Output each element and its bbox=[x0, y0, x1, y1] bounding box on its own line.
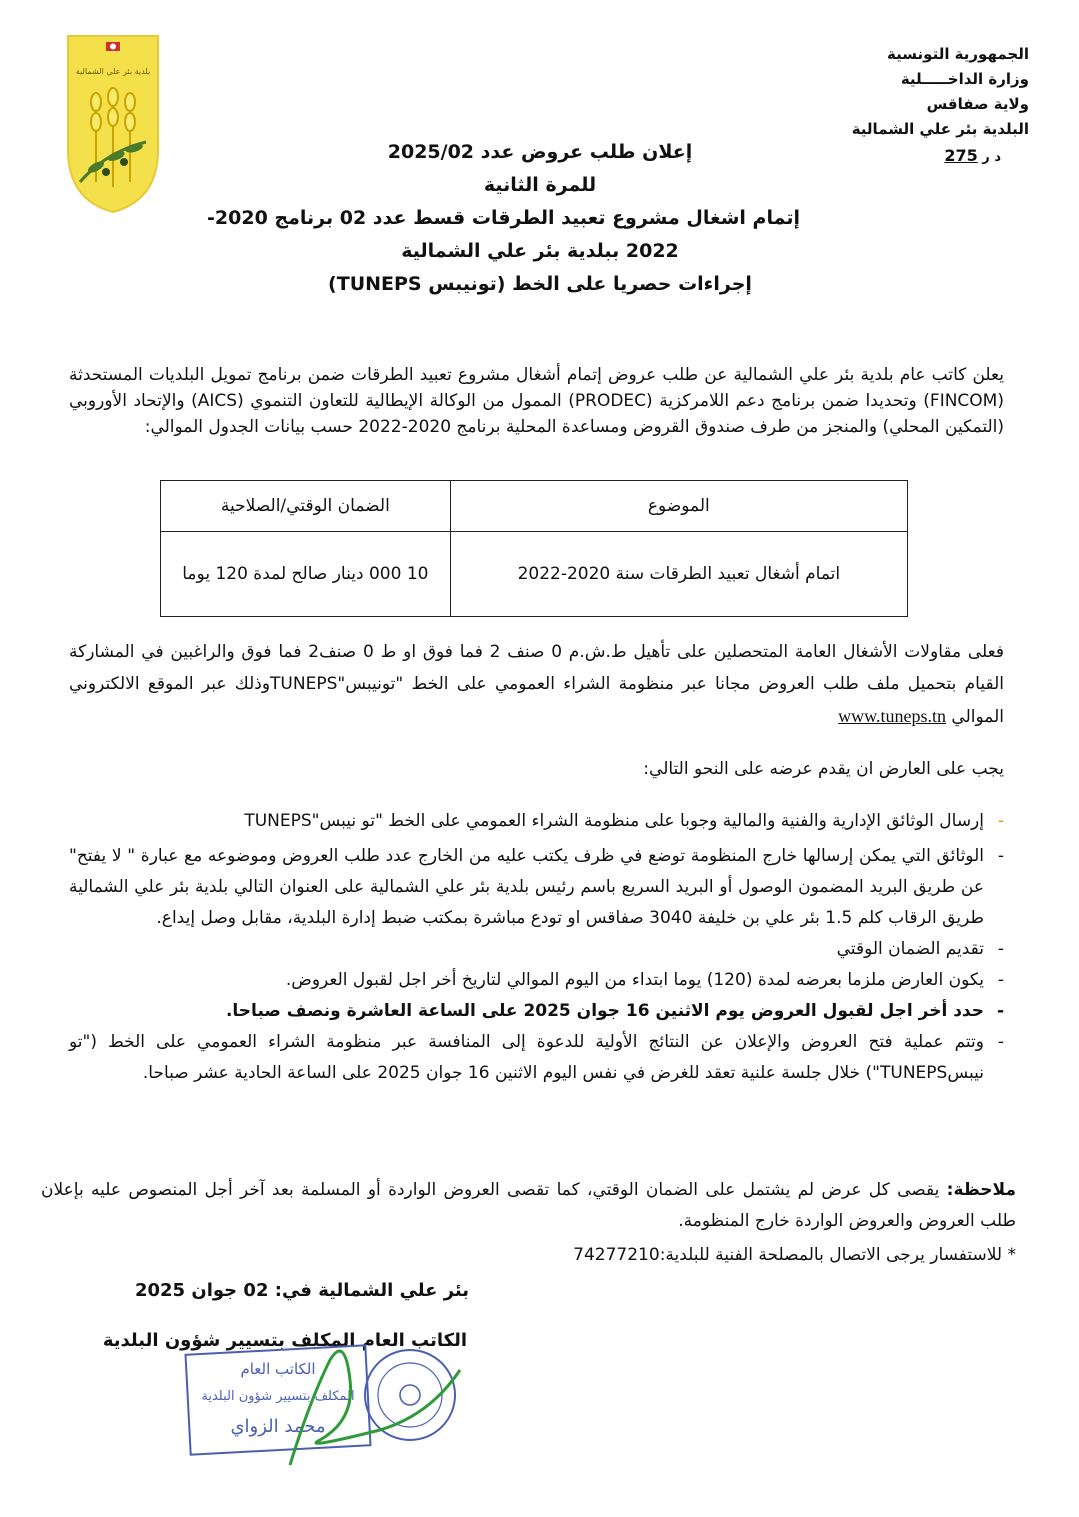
ministry-header bbox=[819, 42, 1029, 142]
header-line: البلدية بئر علي الشمالية bbox=[851, 120, 1029, 138]
table-cell-subject: اتمام أشغال تعبيد الطرقات سنة 2020-2022 bbox=[450, 532, 907, 617]
list-item-text: تقديم الضمان الوقتي bbox=[836, 939, 984, 959]
table-cell-guarantee: 10 000 دينار صالح لمدة 120 يوما bbox=[161, 532, 451, 617]
tender-table bbox=[160, 480, 908, 617]
list-item-text: حدد أخر اجل لقبول العروض يوم الاثنين 16 جوان 2025 على الساعة العاشرة ونصف صباحا. bbox=[225, 1001, 984, 1021]
header-line: وزارة الداخـــــلية bbox=[900, 70, 1029, 88]
list-item-text: يكون العارض ملزما بعرضه لمدة (120) يوما ابتداء من اليوم الموالي لتاريخ أخر اجل لقبول العروض. bbox=[285, 970, 984, 990]
note-text: يقصى كل عرض لم يشتمل على الضمان الوقتي، كما تقصى العروض الواردة أو المسلمة بعد آخر أجل المنصوص عليه بإعلان طلب العروض والعروض الواردة خارج المنظومة. bbox=[41, 1180, 1016, 1231]
reference-number: د ر 275 bbox=[944, 146, 1001, 165]
list-item-text: إرسال الوثائق الإدارية والفنية والمالية وجوبا على منظومة الشراء العمومي على الخط "تو نيبس"TUNEPS bbox=[244, 811, 984, 831]
title-line: إتمام اشغال مشروع تعبيد الطرقات قسط عدد 02 برنامج 2020- bbox=[207, 207, 800, 229]
title-line: 2022 ببلدية بئر علي الشمالية bbox=[401, 240, 679, 262]
eligibility-paragraph bbox=[69, 636, 1004, 733]
title-line: للمرة الثانية bbox=[483, 174, 597, 196]
intro-paragraph: يعلن كاتب عام بلدية بئر علي الشمالية عن طلب عروض إتمام أشغال مشروع تعبيد الطرقات ضمن برنامج تمويل البلديات المستحدثة (FINCOM) وتحديدا ضمن برنامج دعم اللامركزية (PRODEC) الممول من الوكالة الإيطالية للتعاون التنموي (AICS) والإتحاد الأوروبي (التمكين المحلي) والمنجز من طرف صندوق القروض ومساعدة المحلية برنامج 2020-2022 حسب بيانات الجدول الموالي: bbox=[69, 365, 1004, 437]
tuneps-link[interactable]: www.tuneps.tn bbox=[838, 706, 946, 726]
list-item: - يكون العارض ملزما بعرضه لمدة (120) يوما ابتداء من اليوم الموالي لتاريخ أخر اجل لقبول العروض. bbox=[285, 970, 1004, 990]
list-item: - تقديم الضمان الوقتي bbox=[836, 939, 1004, 959]
submission-intro: يجب على العارض ان يقدم عرضه على النحو التالي: bbox=[643, 759, 1004, 779]
stamp-line: الكاتب العام bbox=[240, 1360, 316, 1378]
reference-value: 275 bbox=[944, 146, 978, 165]
title-line: إجراءات حصريا على الخط (تونيبس TUNEPS) bbox=[328, 273, 752, 295]
header-line: الجمهورية التونسية bbox=[887, 45, 1029, 63]
requirements-list bbox=[69, 806, 1004, 1089]
list-item: - حدد أخر اجل لقبول العروض يوم الاثنين 16 جوان 2025 على الساعة العاشرة ونصف صباحا. bbox=[225, 1001, 1004, 1021]
table-header-guarantee: الضمان الوقتي/الصلاحية bbox=[161, 481, 451, 532]
list-item: - الوثائق التي يمكن إرسالها خارج المنظومة توضع في ظرف يكتب عليه من الخارج عدد طلب العروض وموضوعه مع عبارة " لا يفتح" عن طريق البريد المضمون الوصول أو البريد السريع باسم رئيس بلدية بئر علي الشمالية على العنوان التالي بلدية بئر علي الشمالية طريق الرقاب كلم 1.5 بئر علي بن خليفة 3040 صفاقس او تودع مباشرة بمكتب ضبط إدارة البلدية، مقابل وصل إيداع. bbox=[69, 846, 1004, 928]
title-line: إعلان طلب عروض عدد 2025/02 bbox=[387, 141, 693, 163]
official-stamp bbox=[180, 1340, 480, 1470]
municipality-logo bbox=[66, 32, 160, 214]
stamp-line: محمد الزواي bbox=[230, 1416, 326, 1437]
header-line: ولاية صفاقس bbox=[926, 95, 1029, 113]
note-paragraph bbox=[41, 1175, 1016, 1237]
stamp-line: المكلف بتسيير شؤون البلدية bbox=[201, 1389, 355, 1404]
announcement-title bbox=[207, 136, 800, 301]
logo-text: بلدية بئر علي الشمالية bbox=[75, 67, 151, 76]
list-item-text: الوثائق التي يمكن إرسالها خارج المنظومة توضع في ظرف يكتب عليه من الخارج عدد طلب العروض وموضوعه مع عبارة " لا يفتح" عن طريق البريد المضمون الوصول أو البريد السريع باسم رئيس بلدية بئر علي الشمالية على العنوان التالي بلدية بئر علي الشمالية طريق الرقاب كلم 1.5 بئر علي بن خليفة 3040 صفاقس او تودع مباشرة بمكتب ضبط إدارة البلدية، مقابل وصل إيداع. bbox=[69, 846, 984, 928]
signature-title: الكاتب العام المكلف بتسيير شؤون البلدية bbox=[102, 1330, 467, 1351]
signature-date: بئر علي الشمالية في: 02 جوان 2025 bbox=[134, 1280, 469, 1301]
list-item: - إرسال الوثائق الإدارية والفنية والمالية وجوبا على منظومة الشراء العمومي على الخط "تو نيبس"TUNEPS bbox=[244, 811, 1004, 831]
contact-line: * للاستفسار يرجى الاتصال بالمصلحة الفنية للبلدية:74277210 bbox=[573, 1245, 1016, 1265]
eligibility-text: فعلى مقاولات الأشغال العامة المتحصلين على تأهيل ط.ش.م 0 صنف 2 فما فوق او ط 0 صنف2 فما فوق والراغبين في المشاركة القيام بتحميل ملف طلب العروض مجانا عبر منظومة الشراء العمومي على الخط "تونيبس"TUNEPSوذلك عبر الموقع الالكتروني الموالي bbox=[69, 642, 1004, 727]
list-item: - وتتم عملية فتح العروض والإعلان عن النتائج الأولية للدعوة إلى المنافسة عبر منظومة الشراء العمومي على الخط ("تو نيبسTUNEPS") خلال جلسة علنية تعقد للغرض في نفس اليوم الاثنين 16 جوان 2025 على الساعة الحادية عشر صباحا. bbox=[69, 1032, 1004, 1083]
list-item-text: وتتم عملية فتح العروض والإعلان عن النتائج الأولية للدعوة إلى المنافسة عبر منظومة الشراء العمومي على الخط ("تو نيبسTUNEPS") خلال جلسة علنية تعقد للغرض في نفس اليوم الاثنين 16 جوان 2025 على الساعة الحادية عشر صباحا. bbox=[69, 1032, 984, 1083]
table-header-subject: الموضوع bbox=[450, 481, 907, 532]
note-label: ملاحظة: bbox=[946, 1180, 1016, 1200]
